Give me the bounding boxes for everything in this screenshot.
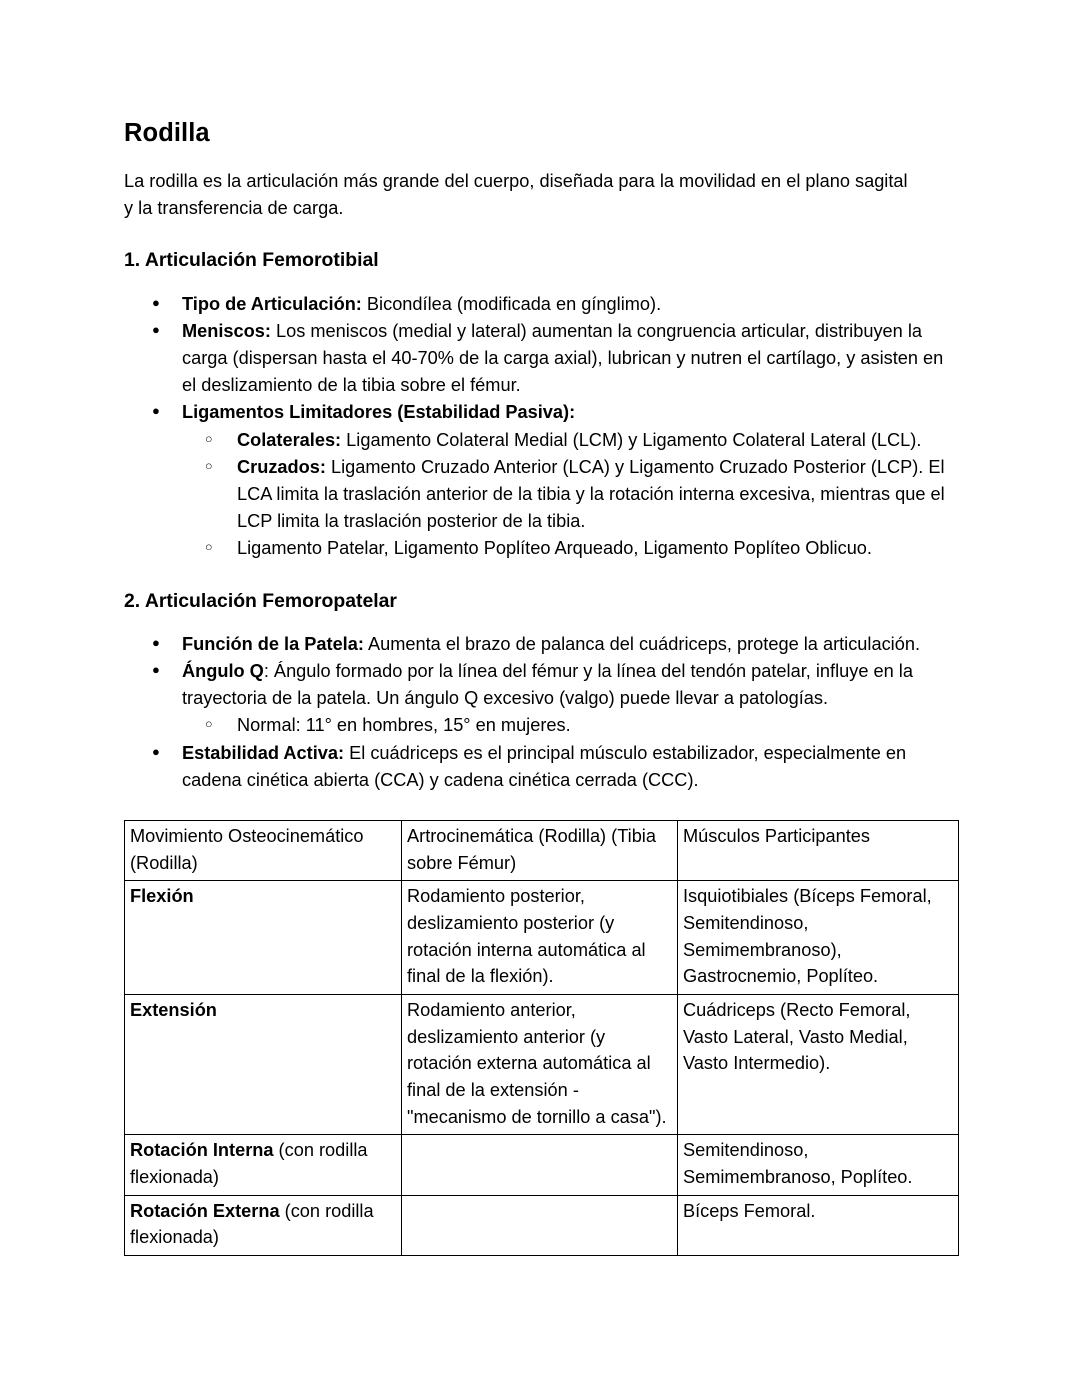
cell-muscles: Bíceps Femoral. (678, 1195, 959, 1255)
sublist-item (182, 535, 956, 562)
list-item (124, 740, 956, 794)
cell-movement (125, 1195, 402, 1255)
bullet-body: Aumenta el brazo de palanca del cuádriceps, protege la articulación. (363, 633, 920, 654)
movement-qualifier: (con rodilla flexionada) (130, 1140, 368, 1187)
bullet-line (182, 658, 956, 712)
movement-name: Rotación Externa (130, 1200, 280, 1221)
table-row (125, 1135, 959, 1195)
section-heading-femoropatelar: 2. Articulación Femoropatelar (124, 589, 397, 612)
bullet-label: Tipo de Articulación: (182, 293, 362, 314)
sublist-item (182, 712, 956, 739)
cell-movement (125, 994, 402, 1134)
sublist-label: Colaterales: (237, 429, 342, 450)
table-header-cell-movement: Movimiento Osteocinemático (Rodilla) (125, 820, 402, 880)
cell-muscles: Semitendinoso, Semimembranoso, Poplíteo. (678, 1135, 959, 1195)
sublist-angulo-q (182, 712, 956, 739)
sublist-ligamentos (182, 427, 956, 563)
list-femoropatelar (124, 631, 956, 794)
sublist-body: Ligamento Cruzado Anterior (LCA) y Ligamento Cruzado Posterior (LCP). El LCA limita la traslación anterior de la tibia y la rotación interna excesiva, mientras que el LCP limita la traslación posterior de la tibia. (237, 456, 945, 532)
sublist-body: Normal: 11° en hombres, 15° en mujeres. (237, 715, 571, 736)
bullet-line (182, 318, 956, 400)
cell-muscles: Cuádriceps (Recto Femoral, Vasto Lateral, Vasto Medial, Vasto Intermedio). (678, 994, 959, 1134)
bullet-line (182, 291, 956, 318)
table-body (125, 820, 959, 1255)
bullet-label: Función de la Patela: (182, 633, 364, 654)
table-header-row (125, 820, 959, 880)
table-header-cell-muscles: Músculos Participantes (678, 820, 959, 880)
sublist-item (182, 427, 956, 454)
bullet-line (182, 631, 956, 658)
bullet-label: Estabilidad Activa: (182, 742, 345, 763)
kinematics-table (124, 820, 959, 1256)
list-femorotibial (124, 291, 956, 563)
list-item (124, 291, 956, 318)
cell-muscles: Isquiotibiales (Bíceps Femoral, Semitendinoso, Semimembranoso), Gastrocnemio, Poplíteo. (678, 881, 959, 995)
table-row (125, 1195, 959, 1255)
list-item (124, 399, 956, 562)
table-row (125, 881, 959, 995)
list-item (124, 318, 956, 400)
bullet-body: Los meniscos (medial y lateral) aumentan la congruencia articular, distribuyen la carga (dispersan hasta el 40-70% de la carga axial), lubrican y nutren el cartílago, y asisten en el deslizamiento de la tibia sobre el fémur. (182, 320, 944, 396)
sublist-label: Cruzados: (237, 456, 326, 477)
bullet-body: El cuádriceps es el principal músculo estabilizador, especialmente en cadena cinética abierta (CCA) y cadena cinética cerrada (CCC). (182, 742, 907, 790)
sublist-body: Ligamento Patelar, Ligamento Poplíteo Arqueado, Ligamento Poplíteo Oblicuo. (237, 538, 872, 559)
list-item (124, 658, 956, 740)
page-title: Rodilla (124, 119, 210, 147)
cell-movement (125, 1135, 402, 1195)
table-header-cell-arthrokinematics: Artrocinemática (Rodilla) (Tibia sobre Fémur) (402, 820, 678, 880)
bullet-label: Ligamentos Limitadores (Estabilidad Pasiva): (182, 402, 576, 423)
section-heading-femorotibial: 1. Articulación Femorotibial (124, 249, 379, 272)
list-item (124, 631, 956, 658)
cell-arthrokinematics: Rodamiento posterior, deslizamiento posterior (y rotación interna automática al final de la flexión). (402, 881, 678, 995)
movement-qualifier: (con rodilla flexionada) (130, 1200, 374, 1248)
bullet-body: Bicondílea (modificada en gínglimo). (361, 293, 662, 314)
movement-name: Rotación Interna (130, 1140, 274, 1161)
bullet-line (182, 399, 956, 426)
bullet-label: Meniscos: (182, 320, 271, 341)
bullet-body: : Ángulo formado por la línea del fémur y la línea del tendón patelar, influye en la trayectoria de la patela. Un ángulo Q excesivo (valgo) puede llevar a patologías. (182, 660, 913, 709)
bullet-line (182, 740, 956, 794)
intro-paragraph: La rodilla es la articulación más grande del cuerpo, diseñada para la movilidad en el plano sagital y la transferencia de carga. (124, 171, 908, 219)
table-container (124, 820, 956, 1256)
cell-arthrokinematics (402, 1135, 678, 1195)
movement-name: Flexión (130, 886, 194, 907)
sublist-item (182, 454, 956, 536)
sublist-body: Ligamento Colateral Medial (LCM) y Ligamento Colateral Lateral (LCL). (341, 429, 922, 450)
bullet-label: Ángulo Q (182, 660, 264, 681)
cell-arthrokinematics (402, 1195, 678, 1255)
cell-movement (125, 881, 402, 995)
movement-name: Extensión (130, 999, 217, 1020)
table-row (125, 994, 959, 1134)
cell-arthrokinematics: Rodamiento anterior, deslizamiento anterior (y rotación externa automática al final de la extensión - "mecanismo de tornillo a casa"). (402, 994, 678, 1134)
